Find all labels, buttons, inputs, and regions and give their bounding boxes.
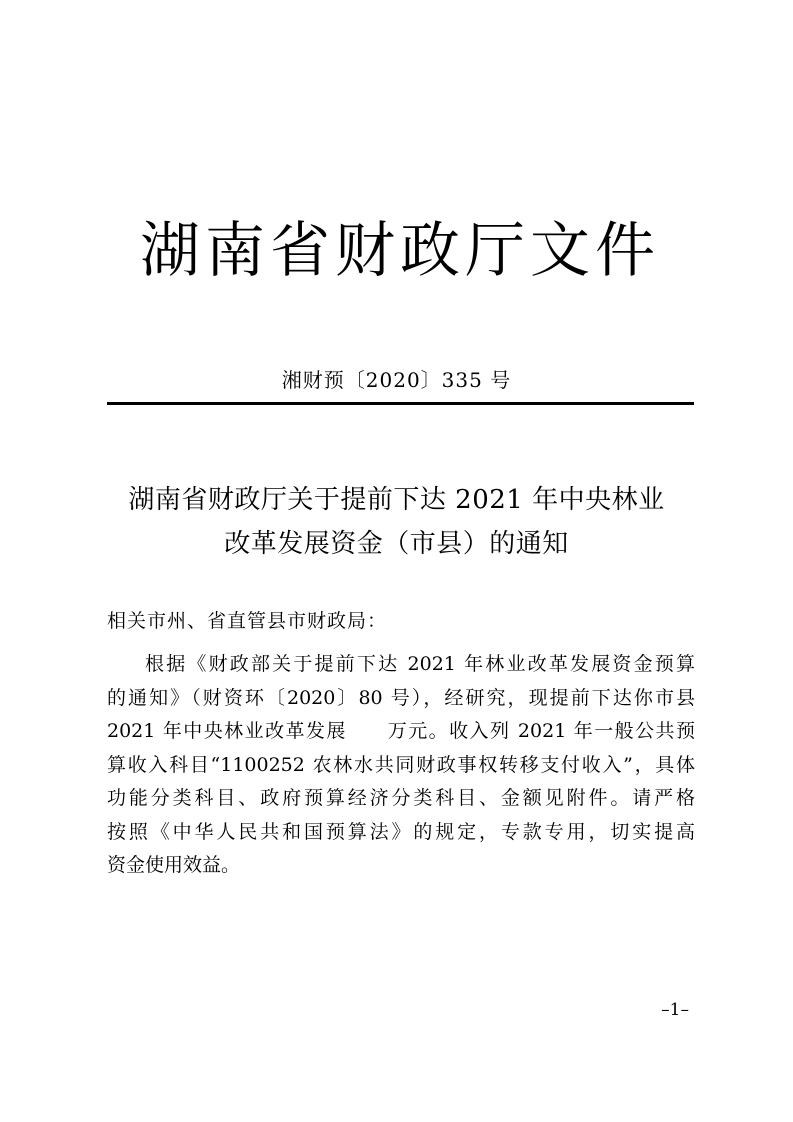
body-line-3: 2021 年中央林业改革发展 万元。收入列 2021 年一般公共预 — [107, 720, 695, 742]
salutation: 相关市州、省直管县市财政局： — [107, 610, 388, 632]
document-number: 湘财预〔2020〕335 号 — [281, 368, 512, 392]
body-line-7: 资金使用效益。 — [107, 854, 241, 876]
header-divider — [107, 402, 694, 405]
body-line-5: 功能分类科目、政府预算经济分类科目、金额见附件。请严格 — [107, 787, 695, 809]
body-paragraph — [107, 648, 695, 883]
document-title — [100, 478, 693, 566]
page-number: –1– — [661, 1000, 689, 1020]
document-title-line-1: 湖南省财政厅关于提前下达 2021 年中央林业 — [128, 485, 665, 515]
body-line-1: 根据《财政部关于提前下达 2021 年林业改革发展资金预算 — [145, 653, 695, 675]
body-line-2: 的通知》（财资环〔2020〕80 号），经研究，现提前下达你市县 — [107, 686, 695, 709]
document-title-line-2: 改革发展资金（市县）的通知 — [224, 529, 569, 559]
body-line-6: 按照《中华人民共和国预算法》的规定，专款专用，切实提高 — [107, 820, 695, 843]
agency-title: 湖南省财政厅文件 — [140, 216, 660, 286]
body-line-4: 算收入科目“1100252 农林水共同财政事权转移支付收入”，具体 — [107, 753, 695, 776]
